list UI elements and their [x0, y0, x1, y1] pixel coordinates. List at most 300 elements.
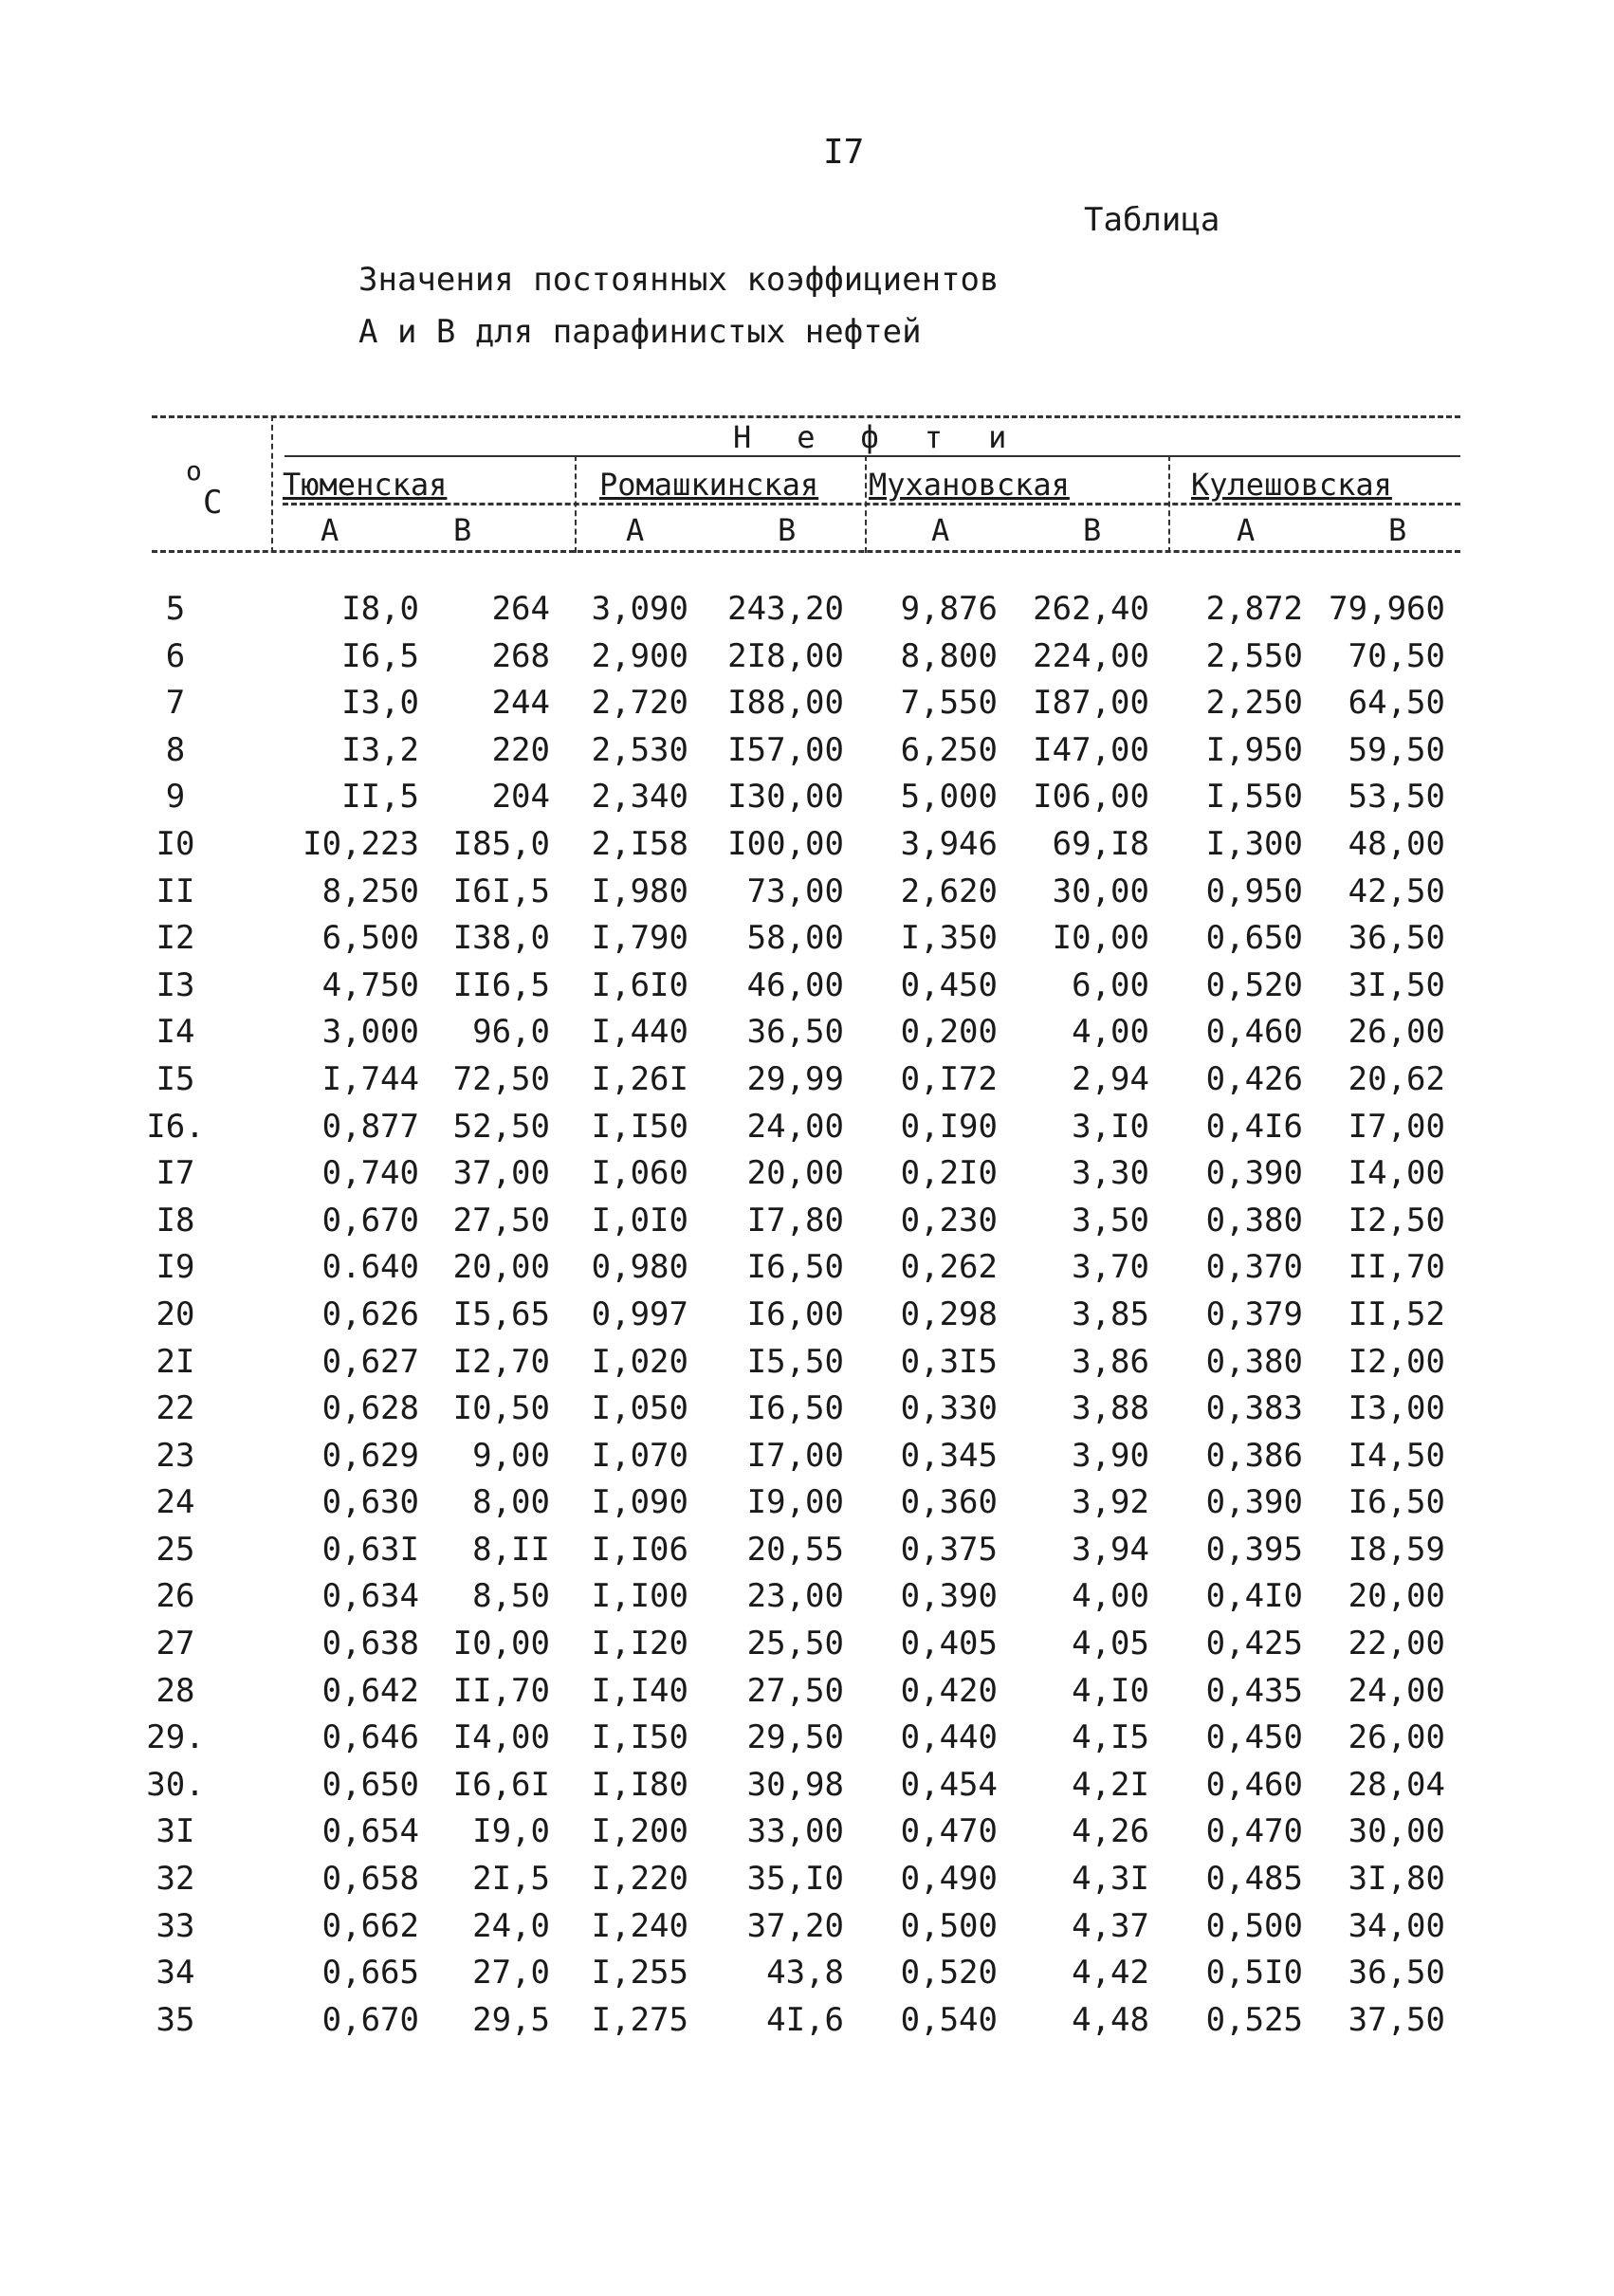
kuleshovskaya-a-cell: 2,250: [1205, 684, 1303, 723]
kuleshovskaya-b-cell: 36,50: [1348, 1954, 1445, 1993]
temperature-cell: 6: [165, 636, 186, 675]
kuleshovskaya-b-cell: 64,50: [1348, 684, 1445, 723]
tyumenskaya-a-cell: 0,650: [321, 1765, 419, 1804]
tyumenskaya-b-cell: I0,50: [452, 1389, 550, 1428]
mukhanovskaya-b-cell: 4,26: [1072, 1812, 1149, 1851]
mukhanovskaya-a-cell: 0,490: [900, 1860, 998, 1899]
table-header: [0, 398, 1614, 560]
mukhanovskaya-b-cell: 3,85: [1072, 1295, 1149, 1333]
romashkinskaya-a-cell: I,I40: [591, 1671, 688, 1710]
romashkinskaya-b-cell: 20,00: [746, 1154, 844, 1193]
col-b-romashkinskaya: В: [778, 512, 797, 548]
romashkinskaya-b-cell: 29,99: [746, 1059, 844, 1098]
mukhanovskaya-a-cell: 0,I72: [900, 1059, 998, 1098]
tyumenskaya-a-cell: I0,223: [303, 824, 419, 863]
temperature-unit-label: С: [203, 484, 223, 522]
kuleshovskaya-a-cell: 0,4I0: [1205, 1577, 1303, 1616]
romashkinskaya-a-cell: I,I20: [591, 1625, 688, 1663]
tyumenskaya-a-cell: 0,627: [321, 1342, 419, 1381]
page-number: I7: [823, 133, 865, 172]
kuleshovskaya-b-cell: II,52: [1348, 1295, 1445, 1333]
romashkinskaya-b-cell: 2I8,00: [727, 636, 844, 675]
tyumenskaya-a-cell: 0,654: [321, 1812, 419, 1851]
kuleshovskaya-a-cell: 0,650: [1205, 919, 1303, 958]
mukhanovskaya-a-cell: 8,800: [900, 636, 998, 675]
romashkinskaya-b-cell: 35,I0: [746, 1860, 844, 1899]
kuleshovskaya-b-cell: 26,00: [1348, 1718, 1445, 1757]
header-divider-4: [1168, 455, 1170, 553]
tyumenskaya-a-cell: 3,000: [321, 1013, 419, 1052]
kuleshovskaya-a-cell: 0,383: [1205, 1389, 1303, 1428]
kuleshovskaya-b-cell: I2,50: [1348, 1201, 1445, 1240]
table-caption-line-1: Значения постоянных коэффициентов: [358, 261, 1000, 299]
kuleshovskaya-b-cell: 36,50: [1348, 919, 1445, 958]
romashkinskaya-a-cell: I,240: [591, 1906, 688, 1945]
romashkinskaya-a-cell: I,220: [591, 1860, 688, 1899]
romashkinskaya-a-cell: I,6I0: [591, 965, 688, 1004]
tyumenskaya-a-cell: 0,634: [321, 1577, 419, 1616]
tyumenskaya-b-cell: 52,50: [452, 1107, 550, 1146]
tyumenskaya-b-cell: 96,0: [472, 1013, 550, 1052]
header-bottom-rule: [152, 550, 1460, 553]
kuleshovskaya-a-cell: 0,379: [1205, 1295, 1303, 1333]
kuleshovskaya-b-cell: 59,50: [1348, 730, 1445, 769]
header-divider-3: [865, 455, 867, 553]
tyumenskaya-a-cell: 0,638: [321, 1625, 419, 1663]
romashkinskaya-a-cell: 2,340: [591, 778, 688, 817]
mukhanovskaya-b-cell: 69,I8: [1052, 824, 1149, 863]
romashkinskaya-b-cell: 73,00: [746, 872, 844, 910]
mukhanovskaya-a-cell: 0,520: [900, 1954, 998, 1993]
tyumenskaya-a-cell: 0,665: [321, 1954, 419, 1993]
tyumenskaya-b-cell: 264: [491, 590, 550, 628]
kuleshovskaya-a-cell: 0,370: [1205, 1248, 1303, 1287]
temperature-cell: II: [156, 872, 195, 910]
mukhanovskaya-a-cell: 0,330: [900, 1389, 998, 1428]
tyumenskaya-b-cell: I5,65: [452, 1295, 550, 1333]
romashkinskaya-a-cell: I,0I0: [591, 1201, 688, 1240]
romashkinskaya-a-cell: I,I00: [591, 1577, 688, 1616]
mukhanovskaya-a-cell: 0,470: [900, 1812, 998, 1851]
temperature-cell: I4: [156, 1013, 195, 1052]
col-b-tyumenskaya: В: [453, 512, 472, 548]
romashkinskaya-b-cell: I7,80: [746, 1201, 844, 1240]
kuleshovskaya-b-cell: I6,50: [1348, 1483, 1445, 1522]
mukhanovskaya-b-cell: 4,37: [1072, 1906, 1149, 1945]
mukhanovskaya-a-cell: 0,I90: [900, 1107, 998, 1146]
kuleshovskaya-a-cell: 0,395: [1205, 1530, 1303, 1569]
temperature-cell: I7: [156, 1154, 195, 1193]
header-divider-2: [575, 455, 577, 553]
romashkinskaya-b-cell: I5,50: [746, 1342, 844, 1381]
kuleshovskaya-b-cell: I4,50: [1348, 1436, 1445, 1475]
romashkinskaya-a-cell: I,I06: [591, 1530, 688, 1569]
romashkinskaya-b-cell: 36,50: [746, 1013, 844, 1052]
mukhanovskaya-a-cell: 0,405: [900, 1625, 998, 1663]
tyumenskaya-b-cell: I6,6I: [452, 1765, 550, 1804]
romashkinskaya-b-cell: I9,00: [746, 1483, 844, 1522]
tyumenskaya-b-cell: I0,00: [452, 1625, 550, 1663]
temperature-cell: 27: [156, 1625, 195, 1663]
kuleshovskaya-a-cell: 0,520: [1205, 965, 1303, 1004]
romashkinskaya-a-cell: I,790: [591, 919, 688, 958]
tyumenskaya-a-cell: I6,5: [341, 636, 419, 675]
kuleshovskaya-b-cell: 20,62: [1348, 1059, 1445, 1098]
mukhanovskaya-b-cell: 4,48: [1072, 2000, 1149, 2039]
kuleshovskaya-a-cell: 0,470: [1205, 1812, 1303, 1851]
kuleshovskaya-b-cell: 28,04: [1348, 1765, 1445, 1804]
temperature-cell: I5: [156, 1059, 195, 1098]
col-a-tyumenskaya: А: [321, 512, 339, 548]
tyumenskaya-b-cell: 24,0: [472, 1906, 550, 1945]
romashkinskaya-a-cell: 0,980: [591, 1248, 688, 1287]
mukhanovskaya-b-cell: 6,00: [1072, 965, 1149, 1004]
temperature-cell: 8: [165, 730, 186, 769]
mukhanovskaya-a-cell: 0,200: [900, 1013, 998, 1052]
mukhanovskaya-a-cell: 9,876: [900, 590, 998, 628]
tyumenskaya-a-cell: 8,250: [321, 872, 419, 910]
romashkinskaya-b-cell: 23,00: [746, 1577, 844, 1616]
romashkinskaya-a-cell: I,980: [591, 872, 688, 910]
tyumenskaya-b-cell: 204: [491, 778, 550, 817]
temperature-cell: I0: [156, 824, 195, 863]
mukhanovskaya-b-cell: 3,88: [1072, 1389, 1149, 1428]
romashkinskaya-a-cell: 2,720: [591, 684, 688, 723]
tyumenskaya-b-cell: 220: [491, 730, 550, 769]
kuleshovskaya-b-cell: 37,50: [1348, 2000, 1445, 2039]
mukhanovskaya-a-cell: 2,620: [900, 872, 998, 910]
romashkinskaya-a-cell: I,050: [591, 1389, 688, 1428]
kuleshovskaya-b-cell: 48,00: [1348, 824, 1445, 863]
temperature-cell: 2I: [156, 1342, 195, 1381]
temperature-cell: I9: [156, 1248, 195, 1287]
mukhanovskaya-a-cell: 0,375: [900, 1530, 998, 1569]
temperature-cell: I8: [156, 1201, 195, 1240]
temperature-cell: 35: [156, 2000, 195, 2039]
tyumenskaya-a-cell: 0,628: [321, 1389, 419, 1428]
mukhanovskaya-b-cell: I06,00: [1033, 778, 1149, 817]
mukhanovskaya-a-cell: 0,420: [900, 1671, 998, 1710]
temperature-degree-sign: о: [186, 455, 202, 487]
tyumenskaya-a-cell: 0,658: [321, 1860, 419, 1899]
mukhanovskaya-b-cell: 3,90: [1072, 1436, 1149, 1475]
mukhanovskaya-b-cell: 224,00: [1033, 636, 1149, 675]
tyumenskaya-a-cell: II,5: [341, 778, 419, 817]
kuleshovskaya-a-cell: 2,550: [1205, 636, 1303, 675]
mukhanovskaya-b-cell: 3,I0: [1072, 1107, 1149, 1146]
romashkinskaya-b-cell: 30,98: [746, 1765, 844, 1804]
romashkinskaya-b-cell: 29,50: [746, 1718, 844, 1757]
tyumenskaya-b-cell: I6I,5: [452, 872, 550, 910]
mukhanovskaya-b-cell: 3,94: [1072, 1530, 1149, 1569]
mukhanovskaya-b-cell: 4,05: [1072, 1625, 1149, 1663]
mukhanovskaya-b-cell: 3,70: [1072, 1248, 1149, 1287]
romashkinskaya-b-cell: 24,00: [746, 1107, 844, 1146]
kuleshovskaya-b-cell: 79,960: [1329, 590, 1445, 628]
header-top-rule: [152, 415, 1460, 418]
table-caption-line-2: А и В для парафинистых нефтей: [358, 313, 922, 351]
tyumenskaya-a-cell: 4,750: [321, 965, 419, 1004]
mukhanovskaya-a-cell: 0,360: [900, 1483, 998, 1522]
kuleshovskaya-b-cell: 42,50: [1348, 872, 1445, 910]
romashkinskaya-a-cell: I,090: [591, 1483, 688, 1522]
kuleshovskaya-a-cell: 0,485: [1205, 1860, 1303, 1899]
mukhanovskaya-a-cell: 0,2I0: [900, 1154, 998, 1193]
mukhanovskaya-a-cell: 5,000: [900, 778, 998, 817]
tyumenskaya-b-cell: 2I,5: [472, 1860, 550, 1899]
romashkinskaya-a-cell: 0,997: [591, 1295, 688, 1333]
mukhanovskaya-a-cell: 0,230: [900, 1201, 998, 1240]
kuleshovskaya-a-cell: 0,390: [1205, 1154, 1303, 1193]
mukhanovskaya-b-cell: I47,00: [1033, 730, 1149, 769]
kuleshovskaya-b-cell: 30,00: [1348, 1812, 1445, 1851]
romashkinskaya-b-cell: 46,00: [746, 965, 844, 1004]
tyumenskaya-b-cell: 268: [491, 636, 550, 675]
mukhanovskaya-b-cell: 4,42: [1072, 1954, 1149, 1993]
mukhanovskaya-a-cell: I,350: [900, 919, 998, 958]
temperature-cell: I2: [156, 919, 195, 958]
mukhanovskaya-a-cell: 0,262: [900, 1248, 998, 1287]
kuleshovskaya-b-cell: 53,50: [1348, 778, 1445, 817]
kuleshovskaya-b-cell: II,70: [1348, 1248, 1445, 1287]
temperature-cell: 24: [156, 1483, 195, 1522]
kuleshovskaya-a-cell: 0,525: [1205, 2000, 1303, 2039]
tyumenskaya-a-cell: I3,0: [341, 684, 419, 723]
tyumenskaya-a-cell: 0,642: [321, 1671, 419, 1710]
tyumenskaya-b-cell: 9,00: [472, 1436, 550, 1475]
romashkinskaya-a-cell: I,020: [591, 1342, 688, 1381]
temperature-cell: 5: [165, 590, 186, 628]
mukhanovskaya-a-cell: 0,298: [900, 1295, 998, 1333]
kuleshovskaya-a-cell: 0,390: [1205, 1483, 1303, 1522]
romashkinskaya-b-cell: 27,50: [746, 1671, 844, 1710]
oils-group-title: Нефти: [733, 419, 1053, 455]
temperature-cell: I3: [156, 965, 195, 1004]
romashkinskaya-b-cell: I30,00: [727, 778, 844, 817]
header-divider-1: [271, 415, 273, 553]
temperature-cell: 3I: [156, 1812, 195, 1851]
romashkinskaya-b-cell: 33,00: [746, 1812, 844, 1851]
mukhanovskaya-a-cell: 0,500: [900, 1906, 998, 1945]
mukhanovskaya-a-cell: 3,946: [900, 824, 998, 863]
tyumenskaya-a-cell: 0,646: [321, 1718, 419, 1757]
tyumenskaya-a-cell: 0,877: [321, 1107, 419, 1146]
kuleshovskaya-a-cell: 0,460: [1205, 1765, 1303, 1804]
romashkinskaya-b-cell: I00,00: [727, 824, 844, 863]
kuleshovskaya-a-cell: I,300: [1205, 824, 1303, 863]
tyumenskaya-b-cell: 8,00: [472, 1483, 550, 1522]
col-a-mukhanovskaya: А: [931, 512, 950, 548]
tyumenskaya-a-cell: 6,500: [321, 919, 419, 958]
kuleshovskaya-b-cell: 3I,50: [1348, 965, 1445, 1004]
tyumenskaya-b-cell: 20,00: [452, 1248, 550, 1287]
romashkinskaya-b-cell: I88,00: [727, 684, 844, 723]
kuleshovskaya-a-cell: 0,425: [1205, 1625, 1303, 1663]
temperature-cell: 7: [165, 684, 186, 723]
kuleshovskaya-a-cell: 2,872: [1205, 590, 1303, 628]
tyumenskaya-b-cell: I9,0: [472, 1812, 550, 1851]
col-b-mukhanovskaya: В: [1083, 512, 1102, 548]
romashkinskaya-b-cell: 37,20: [746, 1906, 844, 1945]
col-b-kuleshovskaya: В: [1388, 512, 1407, 548]
tyumenskaya-b-cell: I2,70: [452, 1342, 550, 1381]
kuleshovskaya-b-cell: I8,59: [1348, 1530, 1445, 1569]
romashkinskaya-b-cell: 4I,6: [766, 2000, 844, 2039]
romashkinskaya-b-cell: 243,20: [727, 590, 844, 628]
tyumenskaya-b-cell: 27,0: [472, 1954, 550, 1993]
mukhanovskaya-b-cell: 4,2I: [1072, 1765, 1149, 1804]
kuleshovskaya-a-cell: 0,5I0: [1205, 1954, 1303, 1993]
mukhanovskaya-b-cell: 262,40: [1033, 590, 1149, 628]
mukhanovskaya-b-cell: 4,I0: [1072, 1671, 1149, 1710]
temperature-cell: 20: [156, 1295, 195, 1333]
mukhanovskaya-a-cell: 0,390: [900, 1577, 998, 1616]
col-a-romashkinskaya: А: [626, 512, 645, 548]
oil-name-romashkinskaya: Ромашкинская: [599, 467, 819, 503]
kuleshovskaya-b-cell: 34,00: [1348, 1906, 1445, 1945]
kuleshovskaya-a-cell: 0,386: [1205, 1436, 1303, 1475]
kuleshovskaya-a-cell: 0,435: [1205, 1671, 1303, 1710]
kuleshovskaya-b-cell: 24,00: [1348, 1671, 1445, 1710]
mukhanovskaya-a-cell: 0,440: [900, 1718, 998, 1757]
mukhanovskaya-b-cell: 2,94: [1072, 1059, 1149, 1098]
tyumenskaya-b-cell: I38,0: [452, 919, 550, 958]
tyumenskaya-b-cell: I4,00: [452, 1718, 550, 1757]
kuleshovskaya-b-cell: I4,00: [1348, 1154, 1445, 1193]
romashkinskaya-a-cell: I,I50: [591, 1718, 688, 1757]
temperature-cell: 23: [156, 1436, 195, 1475]
tyumenskaya-a-cell: 0,740: [321, 1154, 419, 1193]
tyumenskaya-a-cell: I,744: [321, 1059, 419, 1098]
mukhanovskaya-a-cell: 0,450: [900, 965, 998, 1004]
romashkinskaya-a-cell: I,I50: [591, 1107, 688, 1146]
kuleshovskaya-b-cell: I3,00: [1348, 1389, 1445, 1428]
tyumenskaya-a-cell: 0,629: [321, 1436, 419, 1475]
kuleshovskaya-a-cell: I,950: [1205, 730, 1303, 769]
kuleshovskaya-a-cell: I,550: [1205, 778, 1303, 817]
col-a-kuleshovskaya: А: [1237, 512, 1256, 548]
mukhanovskaya-b-cell: I87,00: [1033, 684, 1149, 723]
kuleshovskaya-b-cell: I7,00: [1348, 1107, 1445, 1146]
tyumenskaya-a-cell: 0.640: [321, 1248, 419, 1287]
temperature-cell: I6.: [146, 1107, 205, 1146]
romashkinskaya-a-cell: I,070: [591, 1436, 688, 1475]
romashkinskaya-a-cell: I,I80: [591, 1765, 688, 1804]
kuleshovskaya-a-cell: 0,500: [1205, 1906, 1303, 1945]
temperature-cell: 33: [156, 1906, 195, 1945]
oil-name-tyumenskaya: Тюменская: [283, 467, 448, 503]
romashkinskaya-b-cell: 43,8: [766, 1954, 844, 1993]
oil-name-mukhanovskaya: Мухановская: [869, 467, 1070, 503]
romashkinskaya-a-cell: 2,530: [591, 730, 688, 769]
tyumenskaya-a-cell: 0,630: [321, 1483, 419, 1522]
table-label: Таблица: [1084, 201, 1220, 239]
tyumenskaya-a-cell: 0,626: [321, 1295, 419, 1333]
mukhanovskaya-b-cell: 4,I5: [1072, 1718, 1149, 1757]
tyumenskaya-b-cell: 72,50: [452, 1059, 550, 1098]
mukhanovskaya-a-cell: 7,550: [900, 684, 998, 723]
temperature-cell: 34: [156, 1954, 195, 1993]
romashkinskaya-a-cell: 2,900: [591, 636, 688, 675]
tyumenskaya-a-cell: 0,670: [321, 1201, 419, 1240]
kuleshovskaya-b-cell: 26,00: [1348, 1013, 1445, 1052]
romashkinskaya-b-cell: I6,50: [746, 1248, 844, 1287]
temperature-cell: 22: [156, 1389, 195, 1428]
romashkinskaya-a-cell: I,26I: [591, 1059, 688, 1098]
romashkinskaya-b-cell: 20,55: [746, 1530, 844, 1569]
mukhanovskaya-b-cell: 30,00: [1052, 872, 1149, 910]
mukhanovskaya-a-cell: 0,3I5: [900, 1342, 998, 1381]
oil-name-kuleshovskaya: Кулешовская: [1191, 467, 1392, 503]
kuleshovskaya-a-cell: 0,460: [1205, 1013, 1303, 1052]
kuleshovskaya-a-cell: 0,426: [1205, 1059, 1303, 1098]
tyumenskaya-b-cell: 29,5: [472, 2000, 550, 2039]
kuleshovskaya-a-cell: 0,450: [1205, 1718, 1303, 1757]
tyumenskaya-a-cell: 0,670: [321, 2000, 419, 2039]
romashkinskaya-b-cell: I6,50: [746, 1389, 844, 1428]
mukhanovskaya-b-cell: I0,00: [1052, 919, 1149, 958]
mukhanovskaya-b-cell: 3,30: [1072, 1154, 1149, 1193]
tyumenskaya-a-cell: I3,2: [341, 730, 419, 769]
tyumenskaya-b-cell: II,70: [452, 1671, 550, 1710]
tyumenskaya-b-cell: 8,50: [472, 1577, 550, 1616]
kuleshovskaya-a-cell: 0,950: [1205, 872, 1303, 910]
mukhanovskaya-b-cell: 4,00: [1072, 1013, 1149, 1052]
mukhanovskaya-b-cell: 3,92: [1072, 1483, 1149, 1522]
kuleshovskaya-b-cell: I2,00: [1348, 1342, 1445, 1381]
kuleshovskaya-a-cell: 0,380: [1205, 1342, 1303, 1381]
kuleshovskaya-b-cell: 20,00: [1348, 1577, 1445, 1616]
kuleshovskaya-b-cell: 70,50: [1348, 636, 1445, 675]
mukhanovskaya-a-cell: 0,540: [900, 2000, 998, 2039]
temperature-cell: 25: [156, 1530, 195, 1569]
romashkinskaya-b-cell: I7,00: [746, 1436, 844, 1475]
header-oil-rule: [283, 503, 1460, 505]
romashkinskaya-b-cell: 58,00: [746, 919, 844, 958]
tyumenskaya-b-cell: II6,5: [452, 965, 550, 1004]
mukhanovskaya-a-cell: 6,250: [900, 730, 998, 769]
tyumenskaya-a-cell: 0,662: [321, 1906, 419, 1945]
romashkinskaya-a-cell: I,275: [591, 2000, 688, 2039]
kuleshovskaya-a-cell: 0,380: [1205, 1201, 1303, 1240]
tyumenskaya-b-cell: 244: [491, 684, 550, 723]
tyumenskaya-b-cell: I85,0: [452, 824, 550, 863]
mukhanovskaya-a-cell: 0,454: [900, 1765, 998, 1804]
romashkinskaya-a-cell: 3,090: [591, 590, 688, 628]
romashkinskaya-a-cell: I,440: [591, 1013, 688, 1052]
mukhanovskaya-b-cell: 3,50: [1072, 1201, 1149, 1240]
kuleshovskaya-b-cell: 22,00: [1348, 1625, 1445, 1663]
temperature-cell: 30.: [146, 1765, 205, 1804]
temperature-cell: 28: [156, 1671, 195, 1710]
kuleshovskaya-a-cell: 0,4I6: [1205, 1107, 1303, 1146]
mukhanovskaya-b-cell: 4,00: [1072, 1577, 1149, 1616]
mukhanovskaya-b-cell: 3,86: [1072, 1342, 1149, 1381]
temperature-cell: 29.: [146, 1718, 205, 1757]
romashkinskaya-b-cell: I57,00: [727, 730, 844, 769]
romashkinskaya-b-cell: I6,00: [746, 1295, 844, 1333]
mukhanovskaya-a-cell: 0,345: [900, 1436, 998, 1475]
romashkinskaya-a-cell: I,255: [591, 1954, 688, 1993]
temperature-cell: 32: [156, 1860, 195, 1899]
romashkinskaya-a-cell: I,200: [591, 1812, 688, 1851]
tyumenskaya-b-cell: 37,00: [452, 1154, 550, 1193]
romashkinskaya-a-cell: I,060: [591, 1154, 688, 1193]
romashkinskaya-a-cell: 2,I58: [591, 824, 688, 863]
tyumenskaya-a-cell: I8,0: [341, 590, 419, 628]
kuleshovskaya-b-cell: 3I,80: [1348, 1860, 1445, 1899]
temperature-cell: 9: [165, 778, 186, 817]
